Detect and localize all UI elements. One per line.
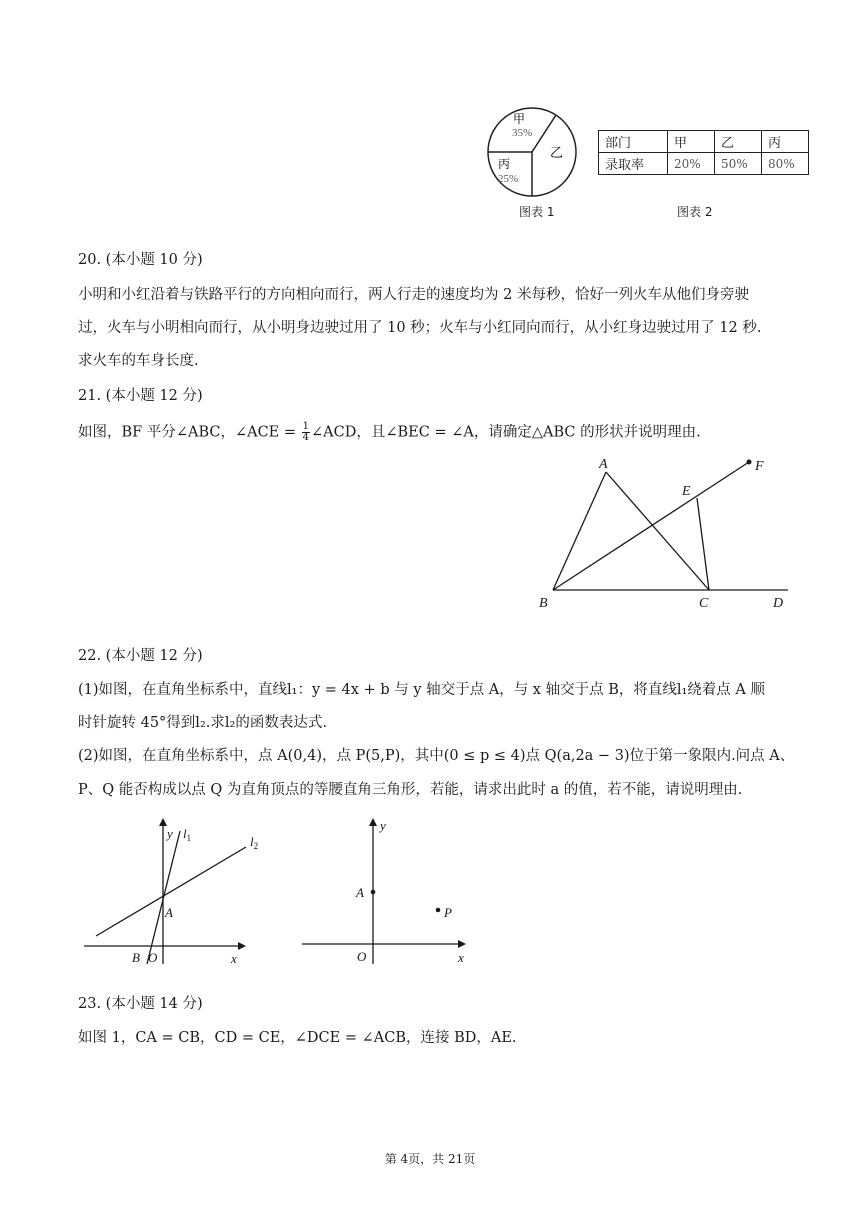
q21-text-a: 如图，BF 平分∠ABC，∠ACE = (78, 424, 301, 441)
point-label-b: B (539, 596, 548, 611)
slice-percent-bing: 25% (498, 173, 519, 185)
table-cell: 20% (668, 153, 715, 175)
table-cell: 50% (715, 153, 762, 175)
pie-chart (484, 104, 580, 200)
table-header-cell: 丙 (762, 131, 809, 153)
table-header-cell: 甲 (668, 131, 715, 153)
point-label-a: A (165, 905, 173, 920)
chart1-caption: 图表 1 (519, 205, 555, 219)
fraction-numerator: 1 (302, 421, 310, 432)
q21-text (78, 422, 701, 443)
point-label-o: O (357, 949, 367, 964)
l1-subscript: 1 (186, 833, 192, 843)
axis-label-y: y (380, 818, 386, 833)
fraction-denominator: 4 (302, 432, 310, 443)
table-row (599, 131, 809, 153)
table-row-label: 录取率 (599, 153, 668, 175)
q20-line-1: 小明和小红沿着与铁路平行的方向相向而行，两人行走的速度均为 2 米每秒，恰好一列火车从他们身旁驶 (78, 287, 749, 303)
q22-figure-1 (80, 814, 275, 969)
page-footer: 第 4页，共 21页 (384, 1152, 476, 1166)
point-label-b: B (132, 950, 140, 965)
l2-letter: l (250, 834, 254, 849)
line-label-l1 (183, 826, 191, 843)
q22-heading: 22. (本小题 12 分) (78, 648, 203, 664)
axis-label-y: y (167, 826, 173, 841)
point-label-d: D (773, 596, 784, 611)
q20-line-3: 求火车的车身长度. (78, 353, 199, 369)
slice-percent-jia: 35% (512, 127, 533, 139)
slice-label-bing: 丙 (498, 157, 511, 171)
q22-line-1: (1)如图，在直角坐标系中，直线l₁：y = 4x + b 与 y 轴交于点 A，与 x 轴交于点 B，将直线l₁绕着点 A 顺 (78, 682, 765, 698)
line-label-l2 (250, 834, 258, 851)
q21-triangle-figure (535, 452, 805, 620)
slice-label-jia: 甲 (513, 112, 526, 126)
chart2-caption: 图表 2 (677, 205, 713, 219)
point-label-a: A (356, 885, 364, 900)
axis-label-x: x (231, 951, 237, 966)
point-label-c: C (699, 596, 709, 611)
q21-fraction (302, 422, 310, 443)
point-label-e: E (682, 484, 691, 499)
point-label-o: O (148, 950, 158, 965)
table-header-cell: 乙 (715, 131, 762, 153)
q22-figure-2 (298, 814, 473, 969)
table-header-cell: 部门 (599, 131, 668, 153)
point-label-a: A (599, 457, 608, 472)
l1-letter: l (183, 826, 187, 841)
q22-line-2: 时针旋转 45°得到l₂.求l₂的函数表达式. (78, 715, 327, 731)
admission-rate-table (598, 130, 809, 175)
q22-line-4: P、Q 能否构成以点 Q 为直角顶点的等腰直角三角形，若能，请求出此时 a 的值，若不能，请说明理由. (78, 782, 743, 798)
q20-line-2: 过，火车与小明相向而行，从小明身边驶过用了 10 秒；火车与小红同向而行，从小红身边驶过用了 12 秒. (78, 320, 762, 336)
q20-heading: 20. (本小题 10 分) (78, 252, 203, 268)
point-label-f: F (755, 459, 764, 474)
point-label-p: P (444, 905, 452, 920)
table-row (599, 153, 809, 175)
slice-label-yi: 乙 (550, 145, 564, 160)
axis-label-x: x (458, 950, 464, 965)
table-cell: 80% (762, 153, 809, 175)
q22-line-3: (2)如图，在直角坐标系中，点 A(0,4)，点 P(5,P)，其中(0 ≤ p ≤ 4)点 Q(a,2a − 3)位于第一象限内.问点 A、 (78, 748, 795, 764)
q21-text-b: ∠ACD，且∠BEC = ∠A，请确定△ABC 的形状并说明理由. (311, 424, 701, 441)
q23-line: 如图 1，CA = CB，CD = CE，∠DCE = ∠ACB，连接 BD，AE. (78, 1030, 517, 1046)
q21-heading: 21. (本小题 12 分) (78, 388, 203, 404)
l2-subscript: 2 (253, 841, 259, 851)
q23-heading: 23. (本小题 14 分) (78, 996, 203, 1012)
